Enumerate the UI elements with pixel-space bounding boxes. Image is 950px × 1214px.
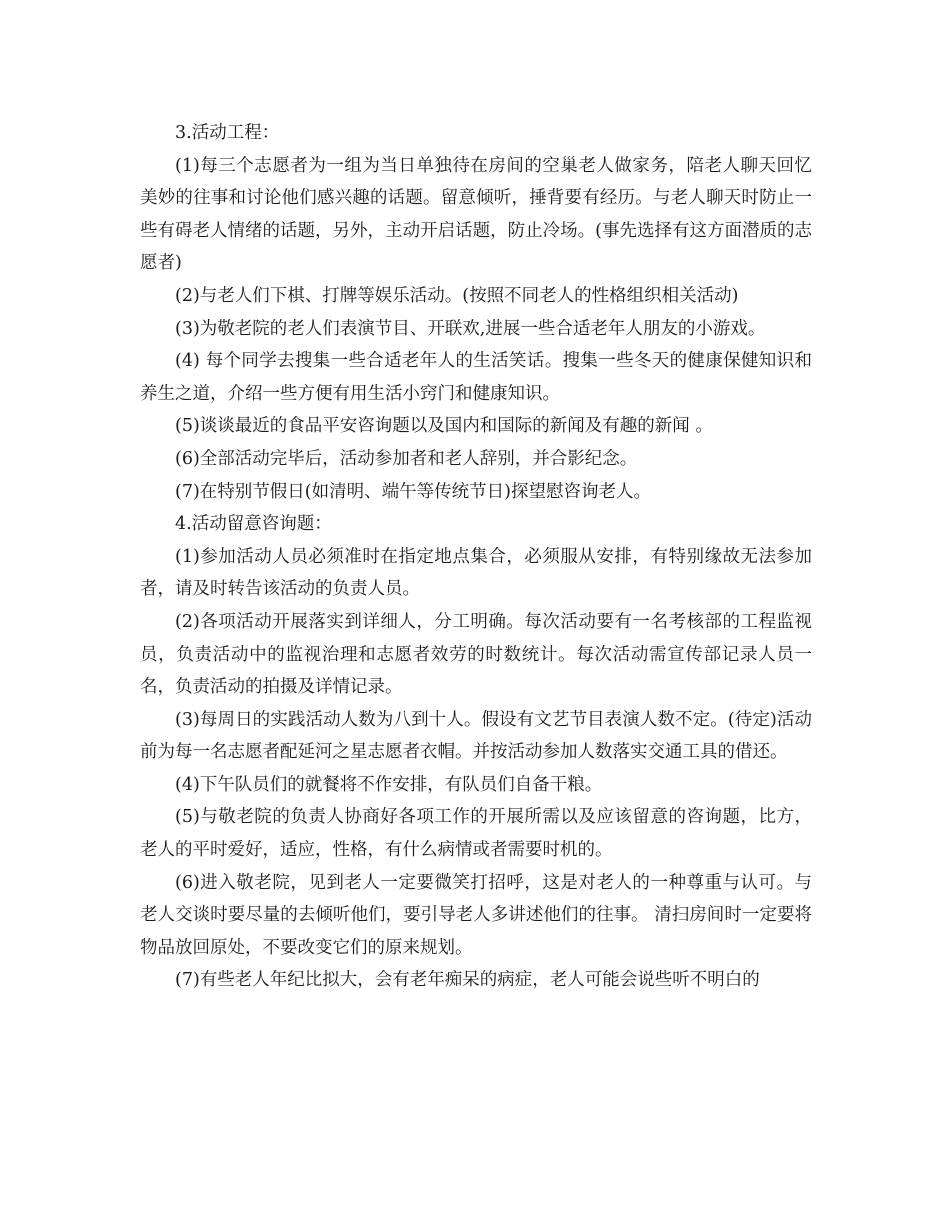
paragraph-note-4: (4)下午队员们的就餐将不作安排，有队员们自备干粮。: [175, 774, 603, 795]
paragraph-note-6: (6)进入敬老院，见到老人一定要微笑打招呼，这是对老人的一种尊重与认可。与老人交谈时要尽量的去倾听他们，要引导老人多讲述他们的往事。 清扫房间时一定要将物品放回原处，不要改变它们的原来规划。: [140, 872, 812, 958]
paragraph-item-2: (2)与老人们下棋、打牌等娱乐活动。(按照不同老人的性格组织相关活动): [175, 285, 739, 306]
paragraph-note-7: (7)有些老人年纪比拟大，会有老年痴呆的病症，老人可能会说些听不明白的: [175, 970, 760, 991]
section-heading-notes: 4.活动留意咨询题：: [175, 514, 332, 535]
paragraph-note-1: (1)参加活动人员必须准时在指定地点集合，必须服从安排，有特别缘故无法参加者，请及时转告该活动的负责人员。: [140, 546, 812, 600]
paragraph-item-5: (5)谈谈最近的食品平安咨询题以及国内和国际的新闻及有趣的新闻 。: [175, 416, 713, 437]
section-heading-activity-items: 3.活动工程：: [175, 123, 280, 143]
paragraph-item-4: (4) 每个同学去搜集一些合适老年人的生活笑话。搜集一些冬天的健康保健知识和养生之道，介绍一些方便有用生活小窍门和健康知识。: [140, 351, 812, 404]
paragraph-note-3: (3)每周日的实践活动人数为八到十人。假设有文艺节目表演人数不定。(待定)活动前为每一名志愿者配延河之星志愿者衣帽。并按活动参加人数落实交通工具的借还。: [140, 709, 812, 763]
paragraph-item-7: (7)在特别节假日(如清明、端午等传统节日)探望慰咨询老人。: [175, 481, 651, 502]
document-page: [140, 117, 812, 997]
paragraph-note-2: (2)各项活动开展落实到详细人，分工明确。每次活动要有一名考核部的工程监视员，负责活动中的监视治理和志愿者效劳的时数统计。每次活动需宣传部记录人员一名，负责活动的拍摄及详情记录。: [140, 611, 812, 698]
paragraph-item-1: (1)每三个志愿者为一组为当日单独待在房间的空巢老人做家务，陪老人聊天回忆美妙的往事和讨论他们感兴趣的话题。留意倾听，捶背要有经历。与老人聊天时防止一些有碍老人情绪的话题，另外，主动开启话题，防止冷场。(事先选择有这方面潜质的志愿者): [140, 155, 812, 274]
paragraph-item-3: (3)为敬老院的老人们表演节目、开联欢,进展一些合适老年人朋友的小游戏。: [175, 318, 766, 339]
paragraph-item-6: (6)全部活动完毕后，活动参加者和老人辞别，并合影纪念。: [175, 448, 638, 469]
paragraph-note-5: (5)与敬老院的负责人协商好各项工作的开展所需以及应该留意的咨询题，比方，老人的平时爱好，适应，性格，有什么病情或者需要时机的。: [140, 807, 812, 861]
